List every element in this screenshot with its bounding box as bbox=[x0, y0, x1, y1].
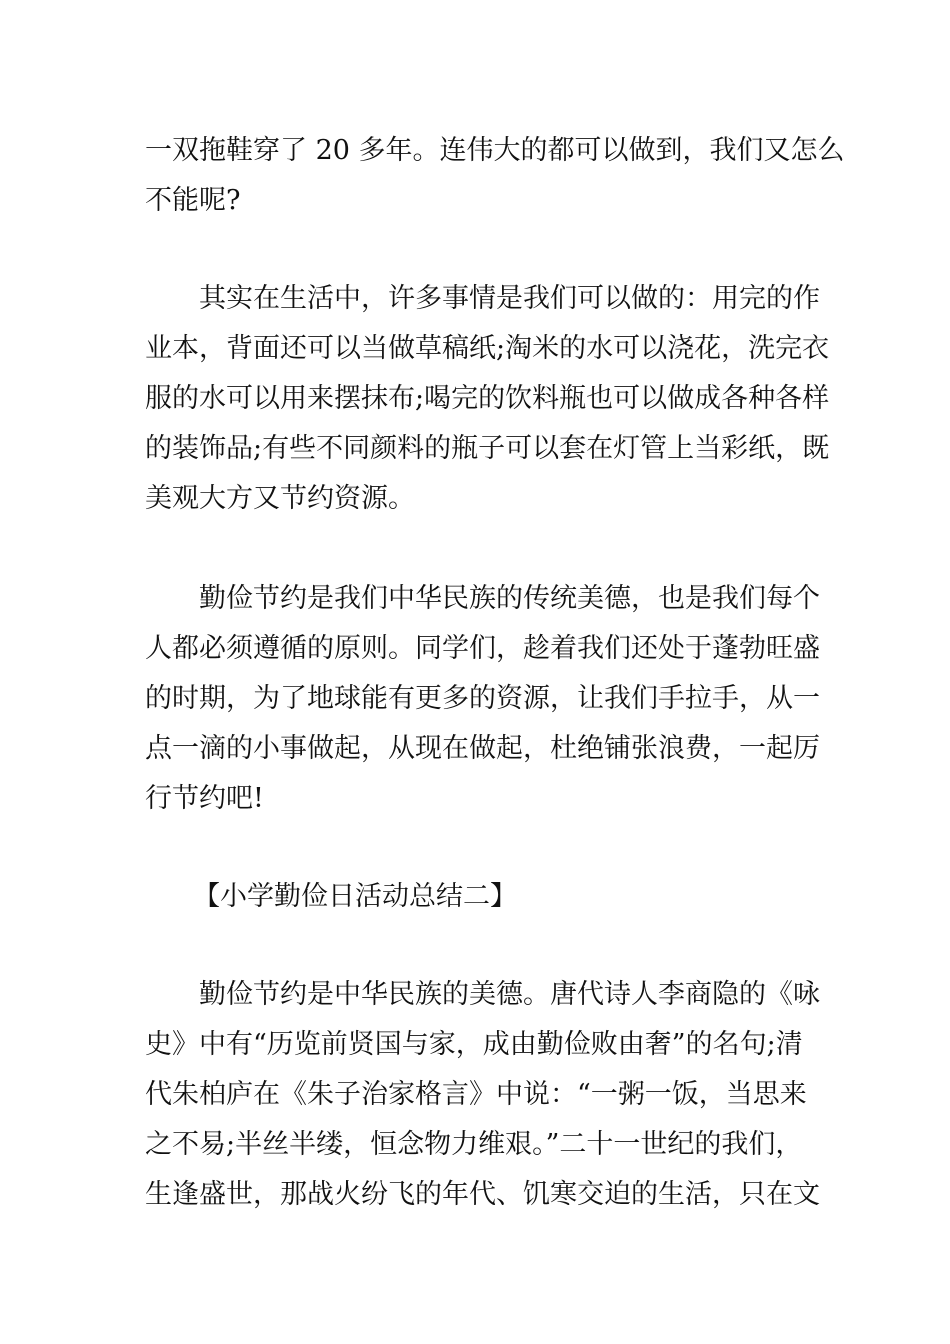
paragraph-1 bbox=[145, 126, 845, 226]
text-line: 的时期，为了地球能有更多的资源，让我们手拉手，从一 bbox=[145, 683, 820, 714]
text-line: 生逢盛世，那战火纷飞的年代、饥寒交迫的生活，只在文 bbox=[145, 1179, 820, 1210]
text-line: 人都必须遵循的原则。同学们，趁着我们还处于蓬勃旺盛 bbox=[145, 633, 820, 664]
paragraph-4 bbox=[145, 970, 820, 1220]
text-line: 代朱柏庐在《朱子治家格言》中说：“一粥一饭，当思来 bbox=[145, 1079, 807, 1110]
text-line: 勤俭节约是我们中华民族的传统美德，也是我们每个 bbox=[145, 583, 820, 614]
text-line: 行节约吧! bbox=[145, 783, 264, 814]
text-line: 不能呢? bbox=[145, 185, 241, 216]
text-line: 服的水可以用来摆抹布;喝完的饮料瓶也可以做成各种各样 bbox=[145, 383, 830, 414]
text-line: 一双拖鞋穿了 20 多年。连伟大的都可以做到，我们又怎么 bbox=[145, 135, 845, 166]
paragraph-2 bbox=[145, 274, 830, 524]
text-line: 美观大方又节约资源。 bbox=[145, 483, 415, 514]
text-line: 的装饰品;有些不同颜料的瓶子可以套在灯管上当彩纸，既 bbox=[145, 433, 830, 464]
text-line: 勤俭节约是中华民族的美德。唐代诗人李商隐的《咏 bbox=[145, 979, 820, 1010]
text-line: 业本，背面还可以当做草稿纸;淘米的水可以浇花，洗完衣 bbox=[145, 333, 830, 364]
text-line: 点一滴的小事做起，从现在做起，杜绝铺张浪费，一起厉 bbox=[145, 733, 820, 764]
text-line: 其实在生活中，许多事情是我们可以做的：用完的作 bbox=[145, 283, 820, 314]
text-line: 史》中有“历览前贤国与家，成由勤俭败由奢”的名句;清 bbox=[145, 1029, 803, 1060]
paragraph-3 bbox=[145, 574, 820, 824]
text-line: 之不易;半丝半缕，恒念物力维艰。”二十一世纪的我们， bbox=[145, 1129, 803, 1160]
section-heading: 【小学勤俭日活动总结二】 bbox=[193, 881, 517, 912]
